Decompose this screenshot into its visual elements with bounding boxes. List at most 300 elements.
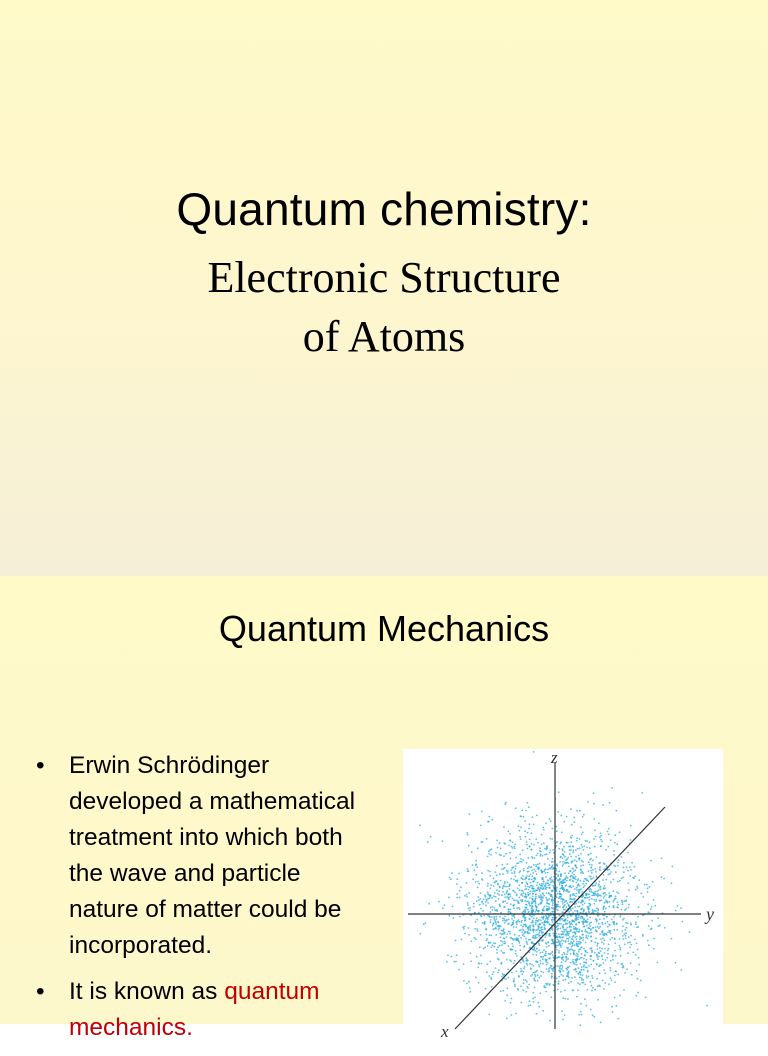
cloud-dot xyxy=(446,961,448,963)
cloud-dot xyxy=(466,882,468,884)
cloud-dot xyxy=(419,933,421,935)
cloud-dot xyxy=(510,858,512,860)
cloud-dot xyxy=(561,939,563,941)
cloud-dot xyxy=(582,816,584,818)
cloud-dot xyxy=(627,922,629,924)
cloud-dot xyxy=(526,875,528,877)
cloud-dot xyxy=(509,833,511,835)
cloud-dot xyxy=(549,864,551,866)
cloud-dot xyxy=(565,923,567,925)
cloud-dot xyxy=(573,952,575,954)
cloud-dot xyxy=(571,898,573,900)
cloud-dot xyxy=(664,927,666,929)
cloud-dot xyxy=(647,903,649,905)
cloud-dot xyxy=(535,911,537,913)
cloud-dot xyxy=(621,856,623,858)
cloud-dot xyxy=(538,928,540,930)
cloud-dot xyxy=(504,1000,506,1002)
cloud-dot xyxy=(582,934,584,936)
cloud-dot xyxy=(522,989,524,991)
x-axis xyxy=(455,807,665,1029)
cloud-dot xyxy=(619,947,621,949)
cloud-dot xyxy=(511,948,513,950)
cloud-dot xyxy=(584,931,586,933)
cloud-dot xyxy=(547,869,549,871)
cloud-dot xyxy=(546,853,548,855)
cloud-dot xyxy=(629,875,631,877)
cloud-dot xyxy=(621,930,623,932)
cloud-dot xyxy=(608,930,610,932)
cloud-dot xyxy=(561,918,563,920)
cloud-dot xyxy=(610,881,612,883)
cloud-dot xyxy=(584,955,586,957)
cloud-dot xyxy=(540,869,542,871)
cloud-dot xyxy=(501,894,503,896)
cloud-dot xyxy=(430,836,432,838)
cloud-dot xyxy=(608,874,610,876)
z-axis-label: z xyxy=(551,748,558,767)
cloud-dot xyxy=(477,967,479,969)
cloud-dot xyxy=(547,941,549,943)
cloud-dot xyxy=(583,911,585,913)
cloud-dot xyxy=(637,926,639,928)
cloud-dot xyxy=(548,892,550,894)
cloud-dot xyxy=(538,904,540,906)
cloud-dot xyxy=(629,866,631,868)
cloud-dot xyxy=(637,949,639,951)
cloud-dot xyxy=(533,977,535,979)
cloud-dot xyxy=(452,917,454,919)
cloud-dot xyxy=(538,949,540,951)
cloud-dot xyxy=(680,907,682,909)
cloud-dot xyxy=(623,989,625,991)
cloud-dot xyxy=(527,933,529,935)
cloud-dot xyxy=(535,922,537,924)
cloud-dot xyxy=(484,894,486,896)
cloud-dot xyxy=(469,909,471,911)
cloud-dot xyxy=(577,919,579,921)
cloud-dot xyxy=(549,838,551,840)
cloud-dot xyxy=(540,899,542,901)
cloud-dot xyxy=(488,816,490,818)
cloud-dot xyxy=(625,900,627,902)
cloud-dot xyxy=(487,883,489,885)
cloud-dot xyxy=(541,932,543,934)
cloud-dot xyxy=(467,902,469,904)
cloud-dot xyxy=(529,1000,531,1002)
cloud-dot xyxy=(529,927,531,929)
cloud-dot xyxy=(506,863,508,865)
cloud-dot xyxy=(570,910,572,912)
cloud-dot xyxy=(607,950,609,952)
cloud-dot xyxy=(630,962,632,964)
cloud-dot xyxy=(487,821,489,823)
cloud-dot xyxy=(613,929,615,931)
cloud-dot xyxy=(530,867,532,869)
cloud-dot xyxy=(568,904,570,906)
cloud-dot xyxy=(563,889,565,891)
cloud-dot xyxy=(592,910,594,912)
cloud-dot xyxy=(549,852,551,854)
cloud-dot xyxy=(570,941,572,943)
cloud-dot xyxy=(540,960,542,962)
cloud-dot xyxy=(581,977,583,979)
cloud-dot xyxy=(546,908,548,910)
cloud-dot xyxy=(578,931,580,933)
cloud-dot xyxy=(586,975,588,977)
cloud-dot xyxy=(463,963,465,965)
cloud-dot xyxy=(480,892,482,894)
y-axis-label: y xyxy=(706,904,714,924)
cloud-dot xyxy=(540,919,542,921)
cloud-dot xyxy=(599,933,601,935)
cloud-dot xyxy=(590,1009,592,1011)
cloud-dot xyxy=(540,971,542,973)
cloud-dot xyxy=(574,910,576,912)
cloud-dot xyxy=(589,891,591,893)
cloud-dot xyxy=(547,882,549,884)
cloud-dot xyxy=(533,869,535,871)
cloud-dot xyxy=(599,900,601,902)
cloud-dot xyxy=(448,915,450,917)
cloud-dot xyxy=(566,935,568,937)
cloud-dot xyxy=(567,877,569,879)
cloud-dot xyxy=(538,977,540,979)
cloud-dot xyxy=(523,971,525,973)
cloud-dot xyxy=(542,956,544,958)
cloud-dot xyxy=(548,898,550,900)
cloud-dot xyxy=(525,911,527,913)
bullet-line: nature of matter could be xyxy=(69,896,342,923)
cloud-dot xyxy=(588,911,590,913)
cloud-dot xyxy=(504,941,506,943)
cloud-dot xyxy=(527,802,529,804)
cloud-dot xyxy=(553,943,555,945)
cloud-dot xyxy=(545,868,547,870)
cloud-dot xyxy=(538,867,540,869)
cloud-dot xyxy=(601,948,603,950)
cloud-dot xyxy=(507,870,509,872)
cloud-dot xyxy=(520,949,522,951)
cloud-dot xyxy=(595,882,597,884)
cloud-dot xyxy=(493,942,495,944)
cloud-dot xyxy=(523,982,525,984)
cloud-dot xyxy=(506,903,508,905)
cloud-dot xyxy=(488,850,490,852)
cloud-dot xyxy=(634,876,636,878)
cloud-dot xyxy=(589,925,591,927)
cloud-dot xyxy=(542,972,544,974)
cloud-dot xyxy=(544,906,546,908)
cloud-dot xyxy=(510,869,512,871)
cloud-dot xyxy=(487,945,489,947)
cloud-dot xyxy=(571,841,573,843)
cloud-dot xyxy=(541,922,543,924)
cloud-dot xyxy=(544,885,546,887)
cloud-dot xyxy=(651,906,653,908)
cloud-dot xyxy=(451,956,453,958)
cloud-dot xyxy=(656,962,658,964)
cloud-dot xyxy=(509,888,511,890)
cloud-dot xyxy=(528,984,530,986)
cloud-dot xyxy=(533,935,535,937)
cloud-dot xyxy=(637,978,639,980)
cloud-dot xyxy=(494,909,496,911)
cloud-dot xyxy=(504,897,506,899)
cloud-dot xyxy=(604,911,606,913)
cloud-dot xyxy=(575,893,577,895)
cloud-dot xyxy=(490,854,492,856)
cloud-dot xyxy=(497,925,499,927)
cloud-dot xyxy=(475,881,477,883)
cloud-dot xyxy=(577,848,579,850)
cloud-dot xyxy=(546,968,548,970)
cloud-dot xyxy=(504,920,506,922)
cloud-dot xyxy=(563,821,565,823)
cloud-dot xyxy=(516,900,518,902)
cloud-dot xyxy=(588,861,590,863)
cloud-dot xyxy=(600,845,602,847)
cloud-dot xyxy=(512,841,514,843)
cloud-dot xyxy=(557,879,559,881)
cloud-dot xyxy=(675,910,677,912)
cloud-dot xyxy=(487,891,489,893)
cloud-dot xyxy=(518,976,520,978)
cloud-dot xyxy=(617,962,619,964)
cloud-dot xyxy=(586,847,588,849)
cloud-dot xyxy=(568,940,570,942)
cloud-dot xyxy=(587,897,589,899)
cloud-dot xyxy=(614,898,616,900)
cloud-dot xyxy=(458,873,460,875)
cloud-dot xyxy=(519,897,521,899)
cloud-dot xyxy=(597,943,599,945)
cloud-dot xyxy=(525,917,527,919)
cloud-dot xyxy=(551,975,553,977)
cloud-dot xyxy=(515,950,517,952)
cloud-dot xyxy=(594,829,596,831)
cloud-dot xyxy=(489,896,491,898)
cloud-dot xyxy=(622,877,624,879)
cloud-dot xyxy=(544,925,546,927)
cloud-dot xyxy=(570,885,572,887)
cloud-dot xyxy=(538,887,540,889)
cloud-dot xyxy=(477,930,479,932)
cloud-dot xyxy=(544,863,546,865)
cloud-dot xyxy=(581,1014,583,1016)
cloud-dot xyxy=(545,928,547,930)
cloud-dot xyxy=(617,865,619,867)
cloud-dot xyxy=(651,920,653,922)
cloud-dot xyxy=(529,846,531,848)
cloud-dot xyxy=(627,870,629,872)
cloud-dot xyxy=(525,885,527,887)
cloud-dot xyxy=(577,982,579,984)
cloud-dot xyxy=(570,930,572,932)
cloud-dot xyxy=(556,949,558,951)
cloud-dot xyxy=(535,864,537,866)
cloud-dot xyxy=(578,943,580,945)
cloud-dot xyxy=(507,968,509,970)
cloud-dot xyxy=(522,875,524,877)
cloud-dot xyxy=(581,871,583,873)
cloud-dot xyxy=(532,1001,534,1003)
cloud-dot xyxy=(496,865,498,867)
cloud-dot xyxy=(607,953,609,955)
cloud-dot xyxy=(536,855,538,857)
cloud-dot xyxy=(680,969,682,971)
cloud-dot xyxy=(580,826,582,828)
cloud-dot xyxy=(523,924,525,926)
cloud-dot xyxy=(543,842,545,844)
cloud-dot xyxy=(516,881,518,883)
cloud-dot xyxy=(583,918,585,920)
cloud-dot xyxy=(557,811,559,813)
cloud-dot xyxy=(529,893,531,895)
cloud-dot xyxy=(566,953,568,955)
cloud-dot xyxy=(490,884,492,886)
cloud-dot xyxy=(631,862,633,864)
cloud-dot xyxy=(537,853,539,855)
cloud-dot xyxy=(502,873,504,875)
cloud-dot xyxy=(548,906,550,908)
cloud-dot xyxy=(562,936,564,938)
cloud-dot xyxy=(590,955,592,957)
cloud-dot xyxy=(609,967,611,969)
cloud-dot xyxy=(617,901,619,903)
cloud-dot xyxy=(500,936,502,938)
cloud-dot xyxy=(482,841,484,843)
cloud-dot xyxy=(562,997,564,999)
cloud-dot xyxy=(630,839,632,841)
cloud-dot xyxy=(456,883,458,885)
cloud-dot xyxy=(560,856,562,858)
cloud-dot xyxy=(622,902,624,904)
cloud-dot xyxy=(550,820,552,822)
cloud-dot xyxy=(543,829,545,831)
cloud-dot xyxy=(522,859,524,861)
cloud-dot xyxy=(541,871,543,873)
cloud-dot xyxy=(600,1022,602,1024)
cloud-dot xyxy=(499,886,501,888)
cloud-dot xyxy=(481,878,483,880)
cloud-dot xyxy=(573,874,575,876)
cloud-dot xyxy=(606,957,608,959)
cloud-dot xyxy=(605,899,607,901)
cloud-dot xyxy=(572,885,574,887)
cloud-dot xyxy=(535,896,537,898)
cloud-dot xyxy=(576,971,578,973)
cloud-dot xyxy=(593,893,595,895)
cloud-dot xyxy=(532,886,534,888)
cloud-dot xyxy=(663,878,665,880)
cloud-dot xyxy=(561,832,563,834)
cloud-dot xyxy=(490,887,492,889)
cloud-dot xyxy=(521,901,523,903)
bullet-marker: • xyxy=(36,752,45,779)
cloud-dot xyxy=(594,891,596,893)
cloud-dot xyxy=(593,1016,595,1018)
cloud-dot xyxy=(542,910,544,912)
cloud-dot xyxy=(627,852,629,854)
cloud-dot xyxy=(560,991,562,993)
cloud-dot xyxy=(469,991,471,993)
cloud-dot xyxy=(534,980,536,982)
cloud-dot xyxy=(636,886,638,888)
cloud-dot xyxy=(519,930,521,932)
cloud-dot xyxy=(538,1006,540,1008)
cloud-dot xyxy=(564,909,566,911)
cloud-dot xyxy=(477,887,479,889)
cloud-dot xyxy=(526,841,528,843)
cloud-dot xyxy=(512,945,514,947)
cloud-dot xyxy=(543,870,545,872)
cloud-dot xyxy=(506,936,508,938)
cloud-dot xyxy=(536,920,538,922)
cloud-dot xyxy=(608,892,610,894)
cloud-dot xyxy=(490,977,492,979)
cloud-dot xyxy=(536,970,538,972)
cloud-dot xyxy=(560,937,562,939)
cloud-dot xyxy=(532,899,534,901)
cloud-dot xyxy=(528,875,530,877)
cloud-dot xyxy=(566,969,568,971)
cloud-dot xyxy=(517,879,519,881)
cloud-dot xyxy=(515,857,517,859)
cloud-dot xyxy=(606,934,608,936)
cloud-dot xyxy=(542,963,544,965)
cloud-dot xyxy=(603,869,605,871)
cloud-dot xyxy=(564,979,566,981)
cloud-dot xyxy=(615,970,617,972)
cloud-dot xyxy=(527,871,529,873)
cloud-dot xyxy=(520,971,522,973)
cloud-dot xyxy=(575,895,577,897)
cloud-dot xyxy=(494,892,496,894)
cloud-dot xyxy=(541,834,543,836)
cloud-dot xyxy=(451,872,453,874)
cloud-dot xyxy=(611,787,613,789)
cloud-dot xyxy=(582,974,584,976)
cloud-dot xyxy=(570,953,572,955)
cloud-dot xyxy=(560,965,562,967)
cloud-dot xyxy=(472,878,474,880)
cloud-dot xyxy=(529,878,531,880)
cloud-dot xyxy=(625,938,627,940)
cloud-dot xyxy=(578,921,580,923)
cloud-dot xyxy=(499,933,501,935)
cloud-dot xyxy=(592,1015,594,1017)
cloud-dot xyxy=(534,857,536,859)
cloud-dot xyxy=(599,836,601,838)
cloud-dot xyxy=(589,847,591,849)
cloud-dot xyxy=(569,879,571,881)
cloud-dot xyxy=(562,906,564,908)
cloud-dot xyxy=(538,935,540,937)
cloud-dot xyxy=(542,855,544,857)
cloud-dot xyxy=(559,923,561,925)
cloud-dot xyxy=(501,962,503,964)
cloud-dot xyxy=(527,832,529,834)
cloud-dot xyxy=(556,870,558,872)
cloud-dot xyxy=(491,897,493,899)
cloud-dot xyxy=(448,897,450,899)
cloud-dot xyxy=(475,977,477,979)
cloud-dot xyxy=(555,878,557,880)
cloud-dot xyxy=(603,885,605,887)
cloud-dot xyxy=(532,872,534,874)
cloud-dot xyxy=(626,866,628,868)
